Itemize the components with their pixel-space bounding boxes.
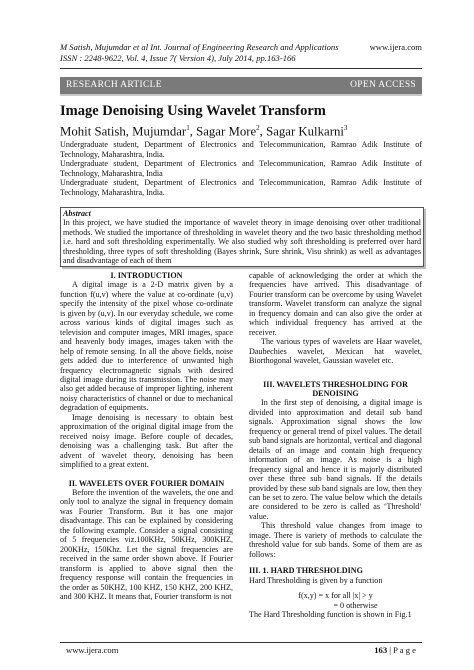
article-banner [60,77,422,94]
paragraph: A digital image is a 2-D matrix given by a function f(u,v) where the value at co-ordinate (u,v) specify the intensity of the pixel whose co-ordinate is given by (u,v). In our everyday schedule, we come across various kinds of digital images such as television and computer images, MRI images, space and heavenly body images, images taken with the help of remote sensing. In all the above fields, noise gets added due to interference of unwanted high frequency electromagnetic signals with desired digital image during its transmission. The noise may also get added because of improper lighting, inherent noisy characteristics of channel or due to mechanical degradation of equipments. [60,280,233,413]
paragraph: This threshold value changes from image to image. There is variety of methods to calculate the threshold value for sub bands. Some of them are as follows: [249,521,422,559]
journal-site-link[interactable]: www.ijera.com [369,42,422,52]
paragraph: capable of acknowledging the order at which the frequencies have arrived. This disadvantage of Fourier transform can be overcome by using Wavelet transform. Wavelet transform can analyze the signal in frequency domain and can also give the order at which individual frequency has arrived at the receiver. [249,271,422,337]
abstract-box [60,207,424,267]
paragraph: In the first step of denoising, a digital image is divided into approximation and detail sub band signals. Approximation signal shows the low frequency or general trend of pixel values. The detail sub band signals are horizontal, vertical and diagonal details of an image and contain high frequency information of an image. As noise is a high frequency signal and hence it is majorly distributed over these three sub band signals. If the details provided by these sub band signals are low, then they can be set to zero. The value below which the details are considered to be zero is called as ‘Threshold’ value. [249,398,422,521]
section-heading: II. WAVELETS OVER FOURIER DOMAIN [68,478,225,488]
affiliation: Undergraduate student, Department of Electronics and Telecommunication, Ramrao Adik Institute of Technology, Maharashtra, India [60,159,422,178]
paragraph: The Hard Thresholding function is shown in Fig.1 [249,609,412,619]
page-number-suffix: | P a g e [387,645,416,655]
page-number [374,645,416,655]
article-type-label: RESEARCH ARTICLE [66,80,162,90]
section-heading: I. INTRODUCTION [110,271,183,280]
footer-site-link[interactable]: www.ijera.com [66,645,119,655]
right-column [249,271,422,619]
author-name: Mohit Satish, Mujumdar [60,124,187,139]
issn-line: ISSN : 2248-9622, Vol. 4, Issue 7( Version 4), July 2014, pp.163-166 [60,52,296,63]
author-name: Sagar Kulkarni [266,124,344,139]
journal-citation: M Satish, Mujumdar et al Int. Journal of Engineering Research and Applications [60,42,339,52]
footer-divider [60,642,422,643]
author-affil-mark: 3 [343,124,348,132]
left-column [60,271,233,601]
author-list [60,124,422,139]
author-separator: , [259,124,267,139]
subsection-heading: III. 1. HARD THRESHOLDING [249,566,363,576]
journal-header [60,42,422,63]
affiliation: Undergraduate student, Department of Electronics and Telecommunication, Ramrao Adik Institute of Technology, Maharashtra, India. [60,140,422,159]
equation-line: f(x,y) = x for all |x| > y [298,591,373,601]
author-separator: , [189,124,197,139]
open-access-label: OPEN ACCESS [350,80,416,90]
page-number-value: 163 [374,645,388,655]
author-affil-mark: 1 [186,124,190,132]
paragraph: The various types of wavelets are Haar wavelet, Daubechies wavelet, Mexican hat wavelet, Biorthogonal wavelet, Gaussian wavelet etc. [249,337,422,366]
author-name: Sagar More [196,124,257,139]
author-affil-mark: 2 [256,124,260,132]
paragraph: Image denoising is necessary to obtain best approximation of the original digital image from the received noisy image. Before couple of decades, denoising was a challenging task. But after the advent of wavelet theory, denoising has been simplified to a great extent. [60,412,233,470]
paragraph: Hard Thresholding is given by a function [249,575,383,585]
section-heading: III. WAVELETS THRESHOLDING FOR DENOISING [263,379,408,398]
paragraph: Before the invention of the wavelets, the one and only tool to analyze the signal in frequency domain was Fourier Transform. But it has one major disadvantage. This can be explained by considering the following example. Consider a signal consisting of 5 frequencies viz.100KHz, 50KHz, 300KHZ, 200KHz, 150Khz. Let the signal frequencies are received in the same order shown above. If Fourier transform is applied to above signal then the frequency response will contain the frequencies in the order as 50KHZ, 100 KHZ, 150 KHZ, 200 KHZ, and 300 KHZ. It means that, Fourier transform is not [60,487,233,601]
paper-title: Image Denoising Using Wavelet Transform [60,103,326,119]
abstract-text: In this project, we have studied the importance of wavelet theory in image denoising over other traditional methods. We studied the importance of thresholding in wavelet theory and the two basic thresholding method i.e. hard and soft thresholding experimentally. We also studied why soft thresholding is preferred over hard thresholding, three types of soft thresholding (Bayes shrink, Sure shrink, Visu shrink) as well as advantages and disadvantage of each of them [63,218,421,266]
affiliations [60,140,422,198]
header-divider [60,68,422,69]
equation-line: = 0 otherwise [333,600,378,610]
affiliation: Undergraduate student, Department of Electronics and Telecommunication, Ramrao Adik Institute of Technology, Maharashtra, India. [60,178,422,197]
abstract-heading: Abstract [63,209,91,218]
